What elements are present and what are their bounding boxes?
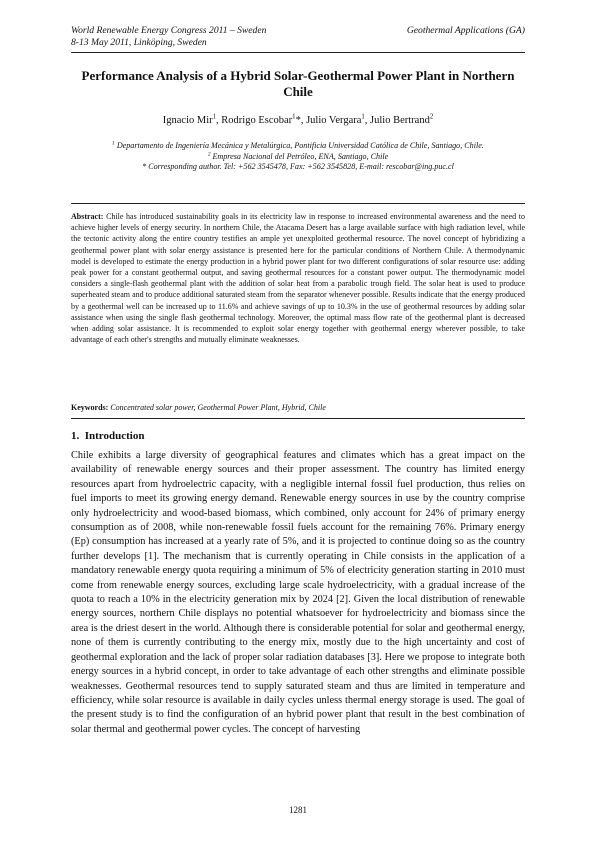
- section-heading: [71, 430, 525, 442]
- track-name: Geothermal Applications (GA): [406, 25, 525, 36]
- abstract: [71, 211, 525, 345]
- abstract-rule-top: [71, 203, 525, 204]
- keywords-label: Keywords:: [71, 403, 109, 412]
- author: Ignacio Mir$^1$,: [162, 113, 219, 126]
- abstract-label: Abstract:: [71, 212, 104, 221]
- author: Julio Bertrand$^2$: [370, 113, 434, 126]
- conference-dates: 8-13 May 2011, Linköping, Sweden: [71, 37, 207, 48]
- affiliation-2: $^2$ Empresa Nacional del Petróleo, ENA, Santiago, Chile: [207, 150, 389, 161]
- section-number: 1.: [71, 430, 80, 442]
- affiliation-1: $^1$ Departamento de Ingeniería Mecánica y Metalúrgica, Pontificia Universidad Católica de Chile, Santiago, Chile.: [112, 140, 484, 150]
- keywords-text: Concentrated solar power, Geothermal Power Plant, Hybrid, Chile: [110, 403, 326, 412]
- running-header: [71, 25, 525, 49]
- keywords: [71, 402, 525, 413]
- author: Julio Vergara$^1$,: [306, 113, 368, 126]
- conference-name: World Renewable Energy Congress 2011 – Sweden: [71, 25, 267, 36]
- corresponding-author: * Corresponding author. Tel: +562 3545478, Fax: +562 3545828, E-mail: rescobar@ing.puc.cl: [142, 162, 454, 171]
- author-list: [71, 115, 525, 126]
- page-number: 1281: [289, 805, 307, 815]
- paper-title: Performance Analysis of a Hybrid Solar-Geothermal Power Plant in Northern Chile: [81, 68, 515, 99]
- header-rule: [71, 52, 525, 53]
- abstract-text: Chile has introduced sustainability goals in its electricity law in response to increased environmental awareness and the need to achieve higher levels of energy security. In northern Chile, the Atacama Desert has a large available surface with high radiation level, while the tectonic activity along the entire country testifies an ample yet unexploited geothermal resource. The novel concept of hybridizing a geothermal power plant with solar energy assistance is presented here for the particular conditions of Northern Chile. A thermodynamic model is developed to estimate the energy production in a hybrid power plant for two different configurations of solar resource use: adding peak power for a constant geothermal output, and saving geothermal resources for a constant power output. The thermodynamic model considers a single-flash geothermal plant with the addition of solar heat from a parabolic trough field. The solar heat is used to produce superheated steam and to produce additional saturated steam from the separator whenever possible. Results indicate that the energy produced by a geothermal well can be increased up to 11.6% and achieve savings of up to 10.3% in the use of geothermal resources by adding solar assistance when using the single flash geothermal technology. Moreover, the optimal mass flow rate of the geothermal plant is decreased when adding solar assistance. It is recommended to exploit solar energy together with geothermal energy wherever possible, to take advantage of each other's strengths and mutually eliminate weaknesses.: [71, 212, 526, 345]
- introduction-paragraph: Chile exhibits a large diversity of geographical features and climates which has a great impact on the availability of renewable energy sources and their proper assessment. The country has limited energy resources apart from hydroelectric capacity, with a negligible internal fossil fuel production, thus relies on fuel imports to meet its growing energy demand. Renewable energy sources in use by the country comprise only hydroelectricity and wood-based biomass, which combined, only account for 24% of primary energy consumption as of 2008, while non-renewable fossil fuels account for the remaining 76%. Primary energy (Ep) consumption has increased at a yearly rate of 5%, and it is projected to continue doing so as the country further develops [1]. The mechanism that is currently operating in Chile consists in the application of a mandatory renewable energy quota requiring a minimum of 5% of electricity generation starting in 2010 must come from renewable energy sources, excluding large scale hydroelectricity, with a gradual increase of the quota to reach a 10% in the electricity generation mix by 2024 [2]. Given the local distribution of renewable energy sources, northern Chile displays no potential whatsoever for hydroelectricity and biomass since the area is the driest desert in the world. Although there is considerable potential for solar and geothermal energy, none of them is currently contributing to the energy mix, mostly due to the high uncertainty and cost of geothermal exploration and the lack of proper solar radiation databases [3]. Here we propose to integrate both energy sources in a hybrid concept, in order to take advantage of each other strengths and eliminate possible weaknesses. Geothermal resources tend to supply saturated steam and thus are limited in temperature and efficiency, while solar resource is available in daily cycles unless thermal energy storage is used. The goal of the present study is to find the configuration of an hybrid power plant that result in the best combination of solar thermal and geothermal power cycles. The concept of harvesting: [71, 450, 525, 735]
- affiliations: [86, 141, 510, 173]
- author: Rodrigo Escobar$^1$*,: [221, 113, 304, 126]
- abstract-rule-bottom: [71, 418, 525, 419]
- section-title: Introduction: [84, 430, 145, 442]
